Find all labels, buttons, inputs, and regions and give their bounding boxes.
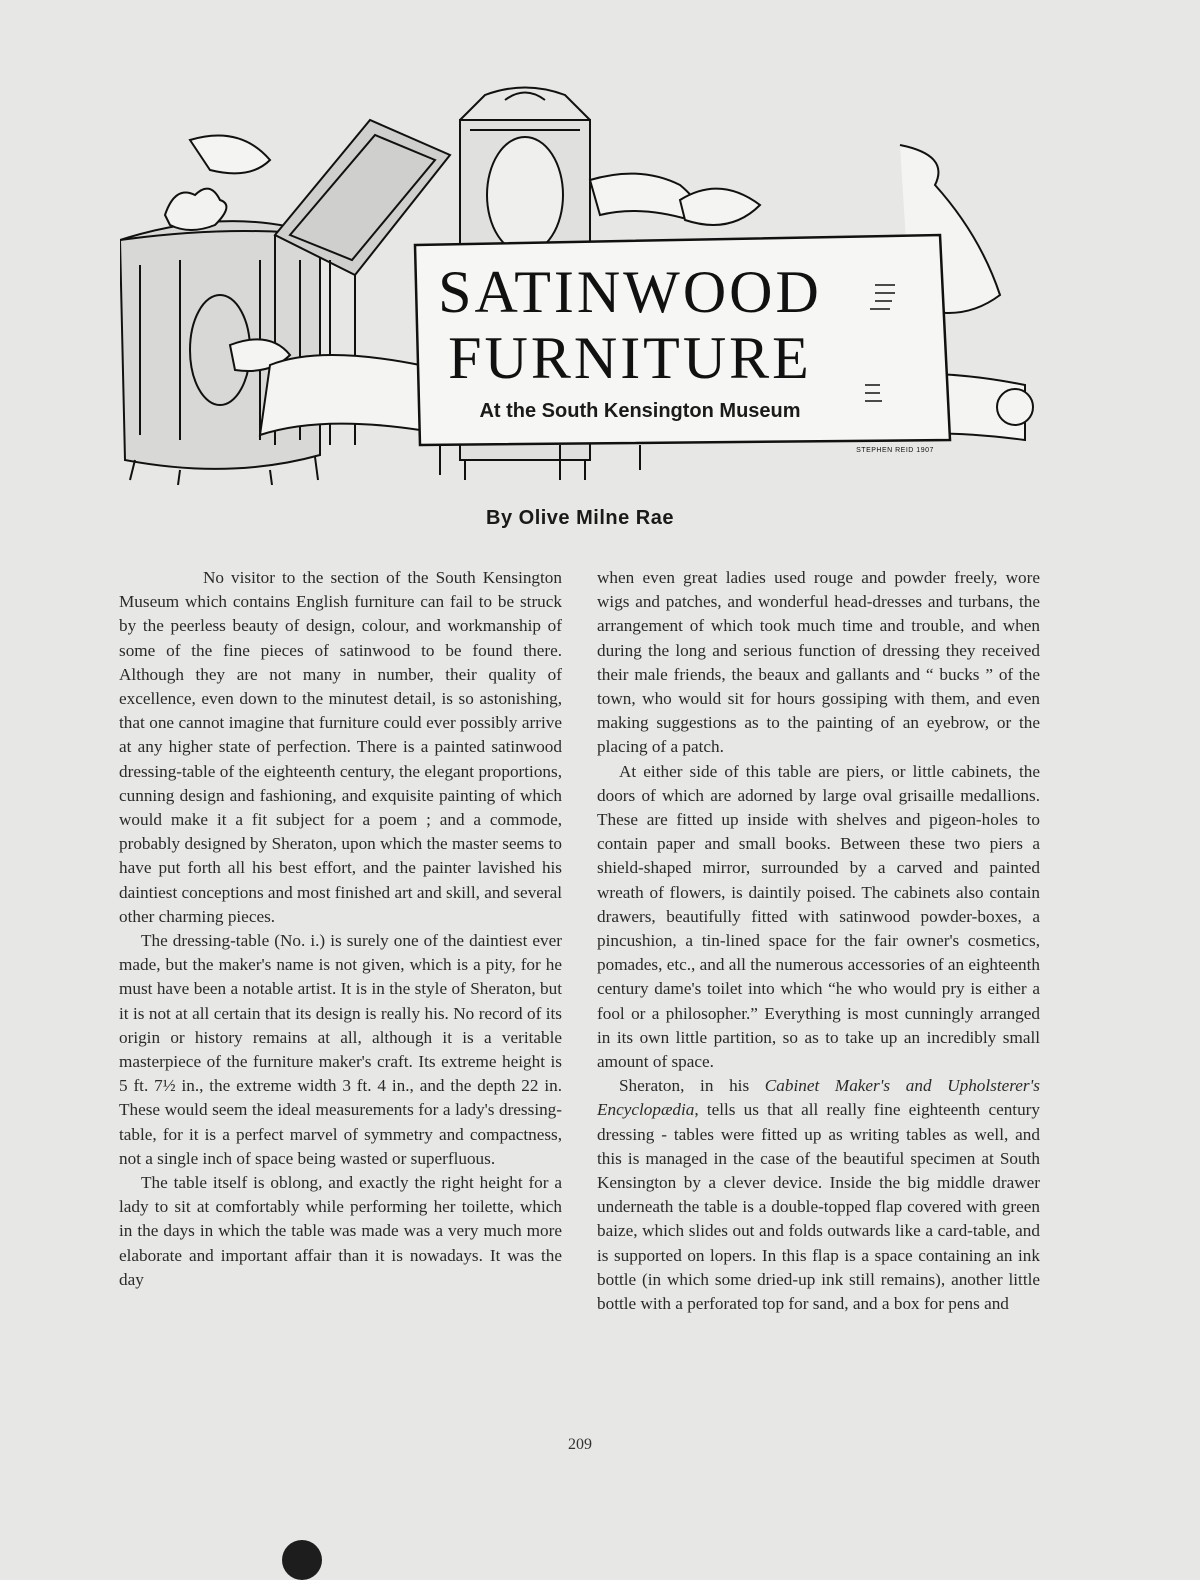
left-column xyxy=(119,566,562,1292)
title-line-1: SATINWOOD xyxy=(438,259,822,325)
paragraph xyxy=(597,1074,1040,1316)
ink-blot xyxy=(282,1540,322,1580)
title-line-2: FURNITURE xyxy=(448,325,812,391)
artist-signature: STEPHEN REID 1907 xyxy=(856,447,934,454)
paragraph: No visitor to the section of the South Kensington Museum which contains English furniture can fail to be struck by the peerless beauty of design, colour, and workmanship of some of the fine pieces of satinwood to be found there. Although they are not many in number, their quality of excellence, even down to the minutest detail, is so astonishing, that one cannot imagine that furniture could ever possibly arrive at any higher state of perfection. There is a painted satinwood dressing-table of the eighteenth century, the elegant proportions, cunning design and fashioning, and exquisite painting of which would make it a fit subject for a poem ; and a commode, probably designed by Sheraton, upon which the master seems to have put forth all his best effort, and the painter lavished his daintiest conceptions and most finished art and skill, and several other charming pieces. xyxy=(119,568,562,926)
paragraph-text: , tells us that all really fine eighteenth century dressing - tables were fitted up as writing tables as well, and this is managed in the case of the beautiful specimen at South Kensington by a clever device. Inside the big middle drawer underneath the table is a double-topped flap covered with green baize, which slides out and folds outwards like a card-table, and is supported on lopers. In this flap is a space containing an ink bottle (in which some dried-up ink still remains), another little bottle with a perforated top for sand, and a box for pens and xyxy=(597,1100,1040,1314)
byline: By Olive Milne Rae xyxy=(486,507,674,529)
paragraph-text: Sheraton, in his xyxy=(619,1076,765,1096)
right-column xyxy=(597,566,1040,1316)
title-banner xyxy=(420,240,860,440)
paragraph: The table itself is oblong, and exactly the right height for a lady to sit at comfortably while performing her toilette, which in the days in which the table was made was a very much more elaborate and important affair than it is nowadays. It was the day xyxy=(119,1173,562,1289)
paragraph: The dressing-table (No. i.) is surely one of the daintiest ever made, but the maker's name is not given, which is a pity, for he must have been a notable artist. It is in the style of Sheraton, but it is not at all certain that its design is really his. No record of its origin or history remains at all, although it is a veritable masterpiece of the furniture maker's craft. Its extreme height is 5 ft. 7½ in., the extreme width 3 ft. 4 in., and the depth 22 in. These would seem the ideal measurements for a lady's dressing-table, for it is a perfect marvel of symmetry and compactness, not a single inch of space being wasted or superfluous. xyxy=(119,931,562,1168)
book-title: Cabinet Maker's and Upholsterer's Encyclopædia xyxy=(597,1076,1040,1120)
paragraph: when even great ladies used rouge and powder freely, wore wigs and patches, and wonderful head-dresses and turbans, the arrangement of which took much time and trouble, and when during the long and serious function of dressing they received their male friends, the beaux and gallants and “ bucks ” of the town, who would sit for hours gossiping with them, and even making suggestions as to the painting of an eyebrow, or the placing of a patch. xyxy=(597,568,1040,757)
subtitle: At the South Kensington Museum xyxy=(479,400,801,422)
page-number: 209 xyxy=(568,1436,592,1453)
paragraph: At either side of this table are piers, or little cabinets, the doors of which are adorned by large oval grisaille medallions. These are fitted up inside with shelves and pigeon-holes to contain paper and small books. Between these two piers a shield-shaped mirror, surrounded by a carved and painted wreath of flowers, is daintily poised. The cabinets also contain drawers, beautifully fitted with satinwood powder-boxes, a pincushion, a tin-lined space for the fair owner's cosmetics, pomades, etc., and all the numerous accessories of an eighteenth century dame's toilet into which “he who would pry is either a fool or a philosopher.” Everything is most cunningly arranged in its own little partition, so as to take up an incredibly small amount of space. xyxy=(597,761,1040,1072)
